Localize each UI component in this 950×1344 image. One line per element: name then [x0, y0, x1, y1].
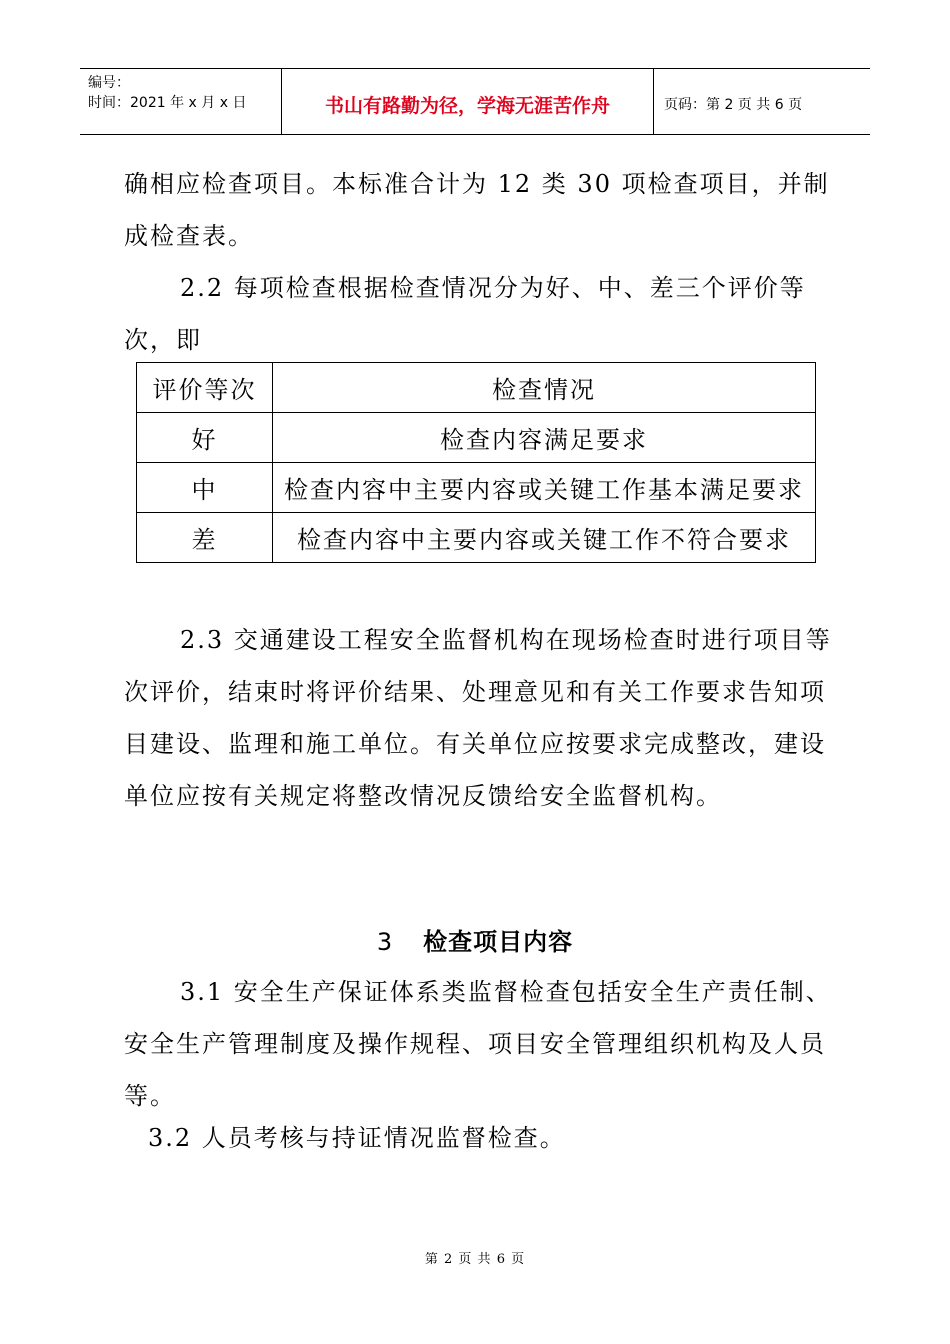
paragraph-3-1: 3.1 安全生产保证体系类监督检查包括安全生产责任制、安全生产管理制度及操作规程、项目安全管理组织机构及人员等。 [124, 978, 832, 1110]
paragraph-2-3: 2.3 交通建设工程安全监督机构在现场检查时进行项目等次评价，结束时将评价结果、处理意见和有关工作要求告知项目建设、监理和施工单位。有关单位应按要求完成整改，建设单位应按有关规定将整改情况反馈给安全监督机构。 [124, 626, 832, 810]
paragraph-3-2: 3.2 人员考核与持证情况监督检查。 [148, 1124, 566, 1152]
header-meta [80, 69, 282, 134]
table-row [137, 413, 816, 463]
document-number: 编号： [88, 75, 130, 91]
description-cell: 检查内容满足要求 [273, 413, 816, 463]
description-cell: 检查内容中主要内容或关键工作不符合要求 [273, 513, 816, 563]
page-footer: 第 2 页 共 6 页 [424, 1252, 526, 1267]
table-row [137, 463, 816, 513]
section-number: 3 [376, 928, 394, 956]
section-title: 检查项目内容 [423, 928, 574, 956]
grade-cell: 差 [137, 513, 273, 563]
table-row [137, 513, 816, 563]
table-header-cell: 评价等次 [137, 363, 273, 413]
table-header-cell: 检查情况 [273, 363, 816, 413]
paragraph-intro: 确相应检查项目。本标准合计为 12 类 30 项检查项目，并制成检查表。 [124, 170, 830, 250]
grade-cell: 好 [137, 413, 273, 463]
header-page-info: 页码：第 2 页 共 6 页 [664, 96, 803, 113]
grade-cell: 中 [137, 463, 273, 513]
paragraph-2-2: 2.2 每项检查根据检查情况分为好、中、差三个评价等次，即 [124, 274, 806, 354]
section-3-heading [0, 922, 950, 957]
evaluation-table [136, 362, 816, 563]
header-motto: 书山有路勤为径，学海无涯苦作舟 [282, 69, 654, 134]
page-header [80, 68, 870, 135]
table-header-row [137, 363, 816, 413]
description-cell: 检查内容中主要内容或关键工作基本满足要求 [273, 463, 816, 513]
document-date: 时间：2021 年 x 月 x 日 [88, 95, 247, 111]
